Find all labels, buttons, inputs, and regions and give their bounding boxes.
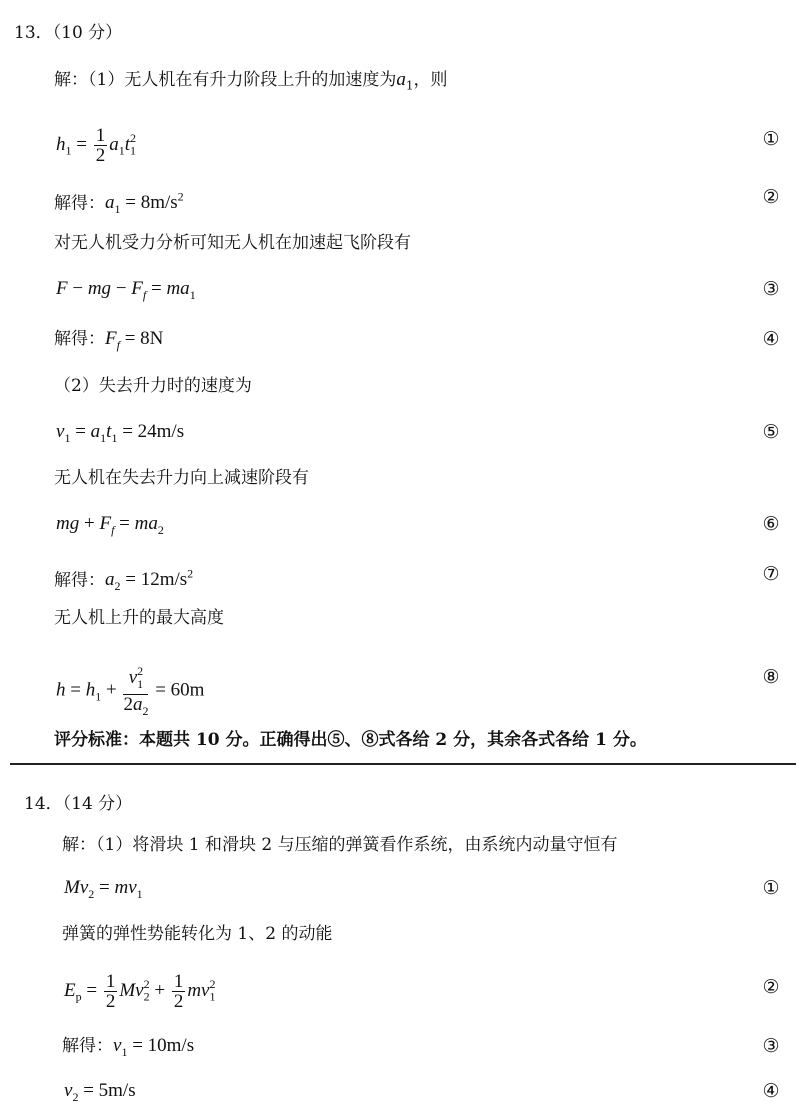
equation-momentum: $Mv_2 = mv_1$ [64, 877, 143, 901]
equation-force-accel: F − mg − $F_f = ma_1$ [56, 278, 196, 302]
q14-intro: 解：（1）将滑块 1 和滑块 2 与压缩的弹簧看作系统，由系统内动量守恒有 [62, 835, 618, 855]
eq-marker-5: ⑤ [762, 421, 780, 443]
fraction-half-a: $\frac{1}{2}$ [105, 971, 116, 1012]
q14-solved-v1: 解得：$v_1 = 10m/s$ [62, 1035, 195, 1059]
equation-max-height: $h = h_1$ + $\frac{v_1^2}{2a_2}$ = 60m [56, 662, 204, 721]
q13-solved-Ff: 解得：$F_f = 8N$ [54, 328, 164, 352]
q14-header: 14．（14 分） [24, 794, 133, 814]
q14-eq-marker-3: ③ [762, 1035, 780, 1057]
q13-decel-line: 无人机在失去升力向上减速阶段有 [54, 468, 309, 488]
q13-part2-line: （2）失去升力时的速度为 [54, 376, 252, 396]
fraction-half: $\frac{1}{2}$ [95, 125, 106, 166]
q13-solved-a1: 解得：$a_1 = 8m/s^2$ [54, 190, 184, 217]
eq-marker-8: ⑧ [762, 666, 780, 688]
q13-header: 13．（10 分） [14, 23, 123, 43]
eq-marker-7: ⑦ [762, 563, 780, 585]
q13-analysis-line: 对无人机受力分析可知无人机在加速起飞阶段有 [54, 233, 411, 253]
equation-energy: $E_p$ = $\frac{1}{2}$ $Mv_2^2$ + $\frac{1}{2}$ $mv_1^2$ [64, 971, 216, 1012]
equation-v1: $v_1 = a_1t_1 = 24m/s$ [56, 421, 185, 445]
q14-eq-marker-4: ④ [762, 1080, 780, 1102]
eq-marker-4: ④ [762, 328, 780, 350]
q14-eq-marker-2: ② [762, 976, 780, 998]
equation-decel: mg + $F_f = ma_2$ [56, 513, 164, 537]
q14-eq-marker-1: ① [762, 877, 780, 899]
eq-marker-1: ① [762, 128, 780, 150]
q13-max-height-line: 无人机上升的最大高度 [54, 608, 224, 628]
equation-v2: $v_2 = 5m/s$ [64, 1080, 136, 1104]
fraction-half-b: $\frac{1}{2}$ [173, 971, 184, 1012]
q13-intro: 解：（1）无人机在有升力阶段上升的加速度为$a_1$，则 [54, 69, 448, 93]
q13-grading-criteria: 评分标准：本题共 10 分。正确得出⑤、⑧式各给 2 分，其余各式各给 1 分。 [54, 730, 647, 750]
q14-spring-line: 弹簧的弹性势能转化为 1、2 的动能 [62, 924, 333, 944]
section-divider [10, 763, 796, 765]
eq-marker-2: ② [762, 186, 780, 208]
equation-h1: $h_1$ = $\frac{1}{2}$ $a_1t_1^2$ [56, 125, 136, 166]
q13-solved-a2: 解得：$a_2 = 12m/s^2$ [54, 567, 194, 594]
fraction-v1sq-2a2: $\frac{v_1^2}{2a_2}$ [123, 664, 149, 718]
eq-marker-6: ⑥ [762, 513, 780, 535]
eq-marker-3: ③ [762, 278, 780, 300]
